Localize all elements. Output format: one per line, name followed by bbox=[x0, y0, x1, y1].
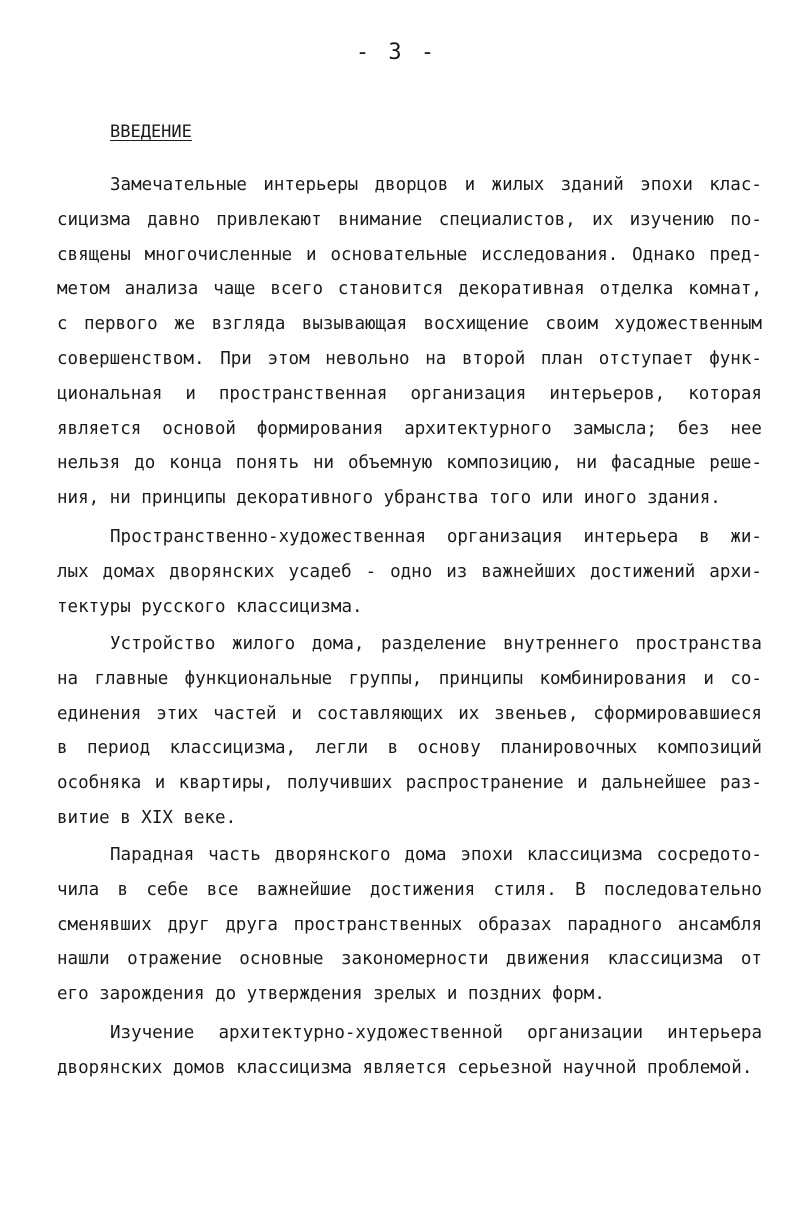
paragraph-1 bbox=[57, 168, 762, 516]
text-line: является основой формирования архитектурного замысла; без нее bbox=[57, 418, 762, 439]
paragraph-3 bbox=[57, 627, 762, 836]
text-line: тектуры русского классицизма. bbox=[57, 596, 363, 617]
text-line: с первого же взгляда вызывающая восхищение своим художественным bbox=[57, 314, 762, 335]
text-line: сменявших друг друга пространственных образах парадного ансамбля bbox=[57, 914, 762, 935]
paragraph-2 bbox=[57, 520, 762, 624]
text-line: на главные функциональные группы, принципы комбинирования и со- bbox=[57, 668, 762, 689]
text-line: нельзя до конца понять ни объемную композицию, ни фасадные реше- bbox=[57, 453, 762, 474]
text-line: метом анализа чаще всего становится декоративная отделка комнат, bbox=[57, 279, 762, 300]
paragraph-4 bbox=[57, 838, 762, 1012]
text-line: его зарождения до утверждения зрелых и поздних форм. bbox=[57, 984, 605, 1005]
text-line: циональная и пространственная организация интерьеров, которая bbox=[57, 383, 762, 404]
text-line: лых домах дворянских усадеб - одно из важнейших достижений архи- bbox=[57, 561, 762, 582]
text-line: Изучение архитектурно-художественной организации интерьера bbox=[110, 1023, 762, 1043]
section-heading: ВВЕДЕНИЕ bbox=[110, 122, 192, 142]
text-line: сицизма давно привлекают внимание специалистов, их изучению по- bbox=[57, 209, 762, 230]
text-line: единения этих частей и составляющих их звеньев, сформировавшиеся bbox=[57, 703, 762, 724]
text-line: особняка и квартиры, получивших распространение и дальнейшее раз- bbox=[57, 773, 762, 794]
text-line: витие в XIX веке. bbox=[57, 807, 237, 828]
page-number: - 3 - bbox=[355, 40, 438, 65]
text-line: Устройство жилого дома, разделение внутреннего пространства bbox=[110, 634, 762, 654]
text-line: совершенством. При этом невольно на второй план отступает функ- bbox=[57, 348, 762, 369]
text-line: Парадная часть дворянского дома эпохи классицизма сосредото- bbox=[110, 845, 762, 865]
text-line: Пространственно-художественная организация интерьера в жи- bbox=[110, 527, 762, 547]
text-line: священы многочисленные и основательные исследования. Однако пред- bbox=[57, 244, 762, 265]
paragraph-5 bbox=[57, 1016, 762, 1086]
text-line: ния, ни принципы декоративного убранства того или иного здания. bbox=[57, 488, 721, 509]
text-line: Замечательные интерьеры дворцов и жилых зданий эпохи клас- bbox=[110, 175, 762, 195]
text-line: в период классицизма, легли в основу планировочных композиций bbox=[57, 738, 762, 759]
text-line: чила в себе все важнейшие достижения стиля. В последовательно bbox=[57, 879, 762, 900]
text-line: нашли отражение основные закономерности движения классицизма от bbox=[57, 949, 762, 970]
text-line: дворянских домов классицизма является серьезной научной проблемой. bbox=[57, 1057, 753, 1078]
